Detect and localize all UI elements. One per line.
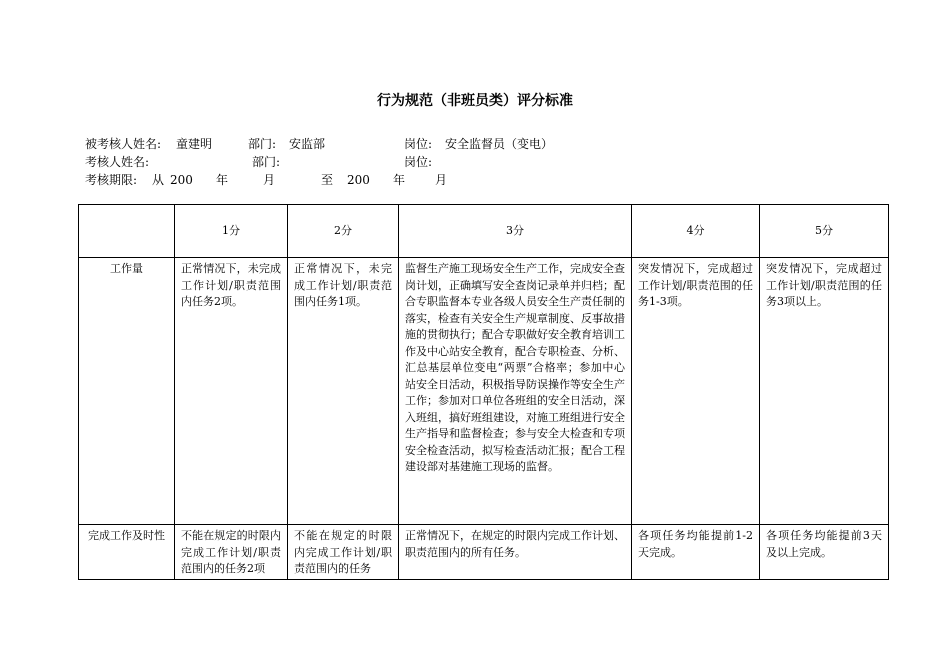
table-row [79,525,889,580]
page-title: 行为规范（非班员类）评分标准 [377,93,573,109]
table-cell: 监督生产施工现场安全生产工作，完成安全查岗计划，正确填写安全查岗记录单并归档；配合专职监督本专业各级人员安全生产责任制的落实，检查有关安全生产规章制度、反事故措施的贯彻执行；配合专职做好安全教育培训工作及中心站安全教育，配合专职检查、分析、汇总基层单位变电“两票”合格率；参加中心站安全日活动，积极指导防误操作等安全生产工作；参加对口单位各班组的安全日活动，深入班组，搞好班组建设，对施工班组进行安全生产指导和监督检查；参与安全大检查和专项安全检查活动，拟写检查活动汇报；配合工程建设部对基建施工现场的监督。 [399,258,632,525]
cell-text: 不能在规定的时限内完成工作计划/职责范围内的任务 [294,529,392,575]
examinee-label: 被考核人姓名: [85,137,162,151]
period-year-2: 年 [393,173,406,187]
table-cell [632,525,760,580]
cell-text: 正常情况下，在规定的时限内完成工作计划、职责范围内的所有任务。 [405,529,625,559]
cell-text: 不能在规定的时限内完成工作计划/职责范围内的任务2项 [181,529,281,575]
period-to: 至 [321,173,334,187]
department-label: 部门: [248,137,277,151]
examiner-label: 考核人姓名: [85,155,150,169]
header-cell-blank [79,205,175,258]
position-value: 安全监督员（变电） [445,137,554,151]
row-label-timeliness: 完成工作及时性 [79,525,175,580]
table-cell [288,525,399,580]
period-year-1: 年 [216,173,229,187]
examiner-position-label: 岗位: [404,155,433,169]
cell-text: 各项任务均能提前1-2天完成。 [638,529,753,559]
table-cell [175,525,288,580]
table-row [79,258,889,525]
header-cell-score-1: 1分 [175,205,288,258]
table-header-row [79,205,889,258]
position-label: 岗位: [404,137,433,151]
header-cell-score-3: 3分 [399,205,632,258]
table-cell [399,525,632,580]
scoring-table [78,204,889,580]
row-label-workload: 工作量 [79,258,175,525]
cell-text: 各项任务均能提前3天及以上完成。 [766,529,882,559]
period-label: 考核期限: [85,173,138,187]
table-cell: 突发情况下，完成超过工作计划/职责范围的任务1-3项。 [632,258,760,525]
table-cell: 正常情况下，未完成工作计划/职责范围内任务1项。 [288,258,399,525]
department-value: 安监部 [289,137,326,151]
period-from: 从 [152,173,165,187]
table-cell: 突发情况下，完成超过工作计划/职责范围的任务3项以上。 [760,258,889,525]
header-cell-score-2: 2分 [288,205,399,258]
header-cell-score-5: 5分 [760,205,889,258]
header-cell-score-4: 4分 [632,205,760,258]
table-cell: 正常情况下，未完成工作计划/职责范围内任务2项。 [175,258,288,525]
examinee-value: 童建明 [176,137,213,151]
period-month-1: 月 [263,173,276,187]
period-month-2: 月 [435,173,448,187]
period-year-prefix-1: 200 [170,173,193,187]
examiner-department-label: 部门: [252,155,281,169]
table-cell [760,525,889,580]
period-year-prefix-2: 200 [347,173,370,187]
